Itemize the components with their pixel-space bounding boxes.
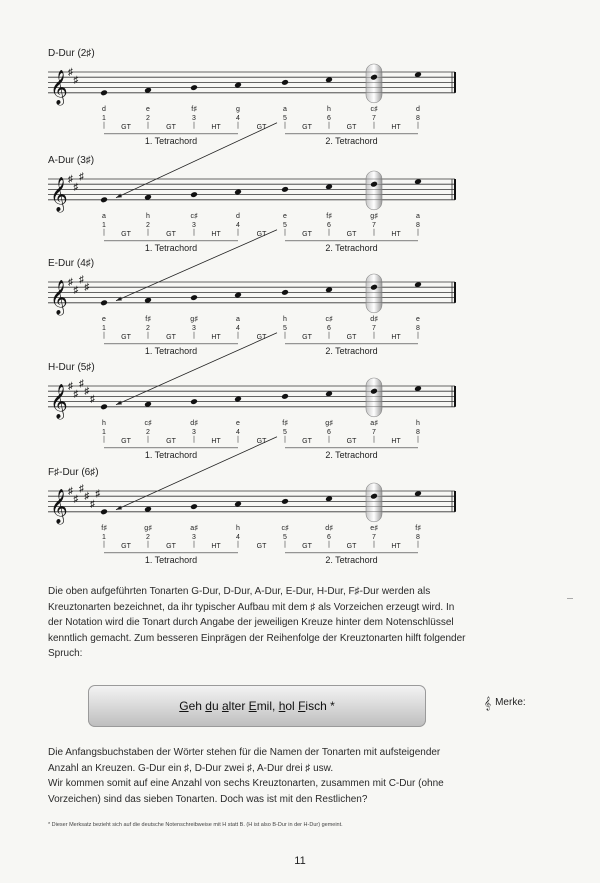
step-label: HT	[211, 437, 221, 445]
step-label: GT	[121, 230, 131, 238]
note-name: c♯	[144, 419, 152, 427]
scale-degree: 3	[192, 428, 196, 436]
key-sharp-icon: ♯	[68, 174, 73, 185]
key-sharp-icon: ♯	[84, 491, 90, 503]
note-name: e	[236, 419, 240, 427]
scale-title: F♯-Dur (6♯)	[48, 467, 99, 478]
scale-degree: 7	[372, 428, 376, 436]
merke-label: Merke:	[495, 697, 526, 708]
motto-box	[88, 685, 426, 727]
step-label: GT	[346, 333, 357, 341]
scale-title: E-Dur (4♯)	[48, 258, 95, 269]
motto-part: isch	[305, 699, 327, 713]
step-label: GT	[346, 230, 357, 238]
note-name: d	[416, 105, 420, 113]
scale-degree: 1	[102, 533, 106, 541]
key-sharp-icon: ♯	[73, 284, 79, 296]
step-label: GT	[256, 123, 267, 131]
scale-title: H-Dur (5♯)	[48, 362, 95, 373]
scale-degree: 4	[236, 533, 240, 541]
note-name: a♯	[190, 524, 198, 532]
explanation-line-1: Die Anfangsbuchstaben der Wörter stehen für die Namen der Tonarten mit aufsteigender Anzahl an Kreuzen. G-Dur ein ♯, D-Dur zwei ♯, A-Dur drei ♯ usw.	[48, 747, 441, 774]
note-name: g♯	[144, 524, 152, 532]
step-label: GT	[256, 230, 267, 238]
scale-degree: 1	[102, 221, 106, 229]
scale-degree: 5	[283, 533, 287, 541]
note-name: c♯	[281, 524, 289, 532]
step-label: GT	[346, 123, 357, 131]
key-sharp-icon: ♯	[90, 394, 95, 405]
step-label: HT	[211, 333, 221, 341]
scale-degree: 4	[236, 114, 240, 122]
step-label: GT	[302, 333, 312, 341]
note-head	[281, 289, 289, 296]
key-sharp-icon: ♯	[73, 181, 79, 193]
note-name: e	[283, 212, 287, 220]
scale-degree: 5	[283, 221, 287, 229]
step-label: GT	[256, 542, 267, 550]
note-name: d♯	[190, 419, 198, 427]
key-sharp-icon: ♯	[79, 274, 84, 286]
scale-degree: 4	[236, 221, 240, 229]
step-label: GT	[302, 437, 312, 445]
scale-degree: 7	[372, 221, 376, 229]
scale-degree: 3	[192, 221, 196, 229]
motto-part: d	[205, 699, 212, 713]
note-name: c♯	[370, 105, 378, 113]
tetrachord-label: 2. Tetrachord	[325, 449, 378, 460]
explanation-paragraph	[48, 745, 468, 807]
note-head	[100, 196, 108, 203]
key-sharp-icon: ♯	[90, 499, 95, 510]
note-name: f♯	[191, 105, 197, 113]
treble-clef-icon: 𝄞	[50, 489, 68, 523]
highlight-capsule	[366, 483, 382, 522]
motto-part: mil,	[256, 699, 279, 713]
key-sharp-icon: ♯	[73, 388, 79, 400]
step-label: HT	[391, 230, 401, 238]
page-edge-mark	[567, 598, 573, 599]
scale-degree: 2	[146, 221, 150, 229]
scale-degree: 8	[416, 221, 420, 229]
scale-degree: 5	[283, 324, 287, 332]
note-name: f♯	[282, 419, 288, 427]
music-note-hand-icon: 𝄞	[484, 695, 492, 710]
tetrachord-label: 2. Tetrachord	[325, 242, 378, 253]
step-label: GT	[346, 542, 357, 550]
scale-degree: 1	[102, 114, 106, 122]
scale-degree: 8	[416, 324, 420, 332]
note-head	[190, 503, 198, 510]
key-sharp-icon: ♯	[95, 488, 101, 500]
key-sharp-icon: ♯	[79, 483, 84, 495]
step-label: GT	[121, 437, 131, 445]
note-name: e	[416, 315, 420, 323]
note-name: g♯	[370, 212, 378, 220]
motto-part: eh	[188, 699, 206, 713]
step-label: HT	[391, 123, 401, 131]
motto-part: a	[221, 699, 229, 713]
highlight-capsule	[366, 274, 382, 313]
motto-part: h	[278, 699, 286, 713]
note-name: d	[102, 105, 106, 113]
key-sharp-icon: ♯	[79, 378, 84, 390]
scale-degree: 2	[146, 533, 150, 541]
step-label: GT	[256, 437, 267, 445]
treble-clef-icon: 𝄞	[50, 280, 68, 314]
note-name: h	[146, 212, 150, 220]
note-head	[281, 79, 289, 86]
note-name: h	[327, 105, 331, 113]
note-head	[190, 84, 198, 91]
step-label: GT	[166, 123, 176, 131]
note-name: h	[236, 524, 240, 532]
tetrachord-label: 2. Tetrachord	[325, 135, 378, 146]
note-name: f♯	[415, 524, 421, 532]
scale-degree: 7	[372, 533, 376, 541]
step-label: HT	[211, 542, 221, 550]
step-label: GT	[346, 437, 357, 445]
scale-degree: 6	[327, 221, 331, 229]
scale-staff	[0, 362, 600, 472]
motto-part: F	[298, 699, 306, 713]
scale-title: A-Dur (3♯)	[48, 155, 95, 166]
scale-degree: 4	[236, 428, 240, 436]
motto-part: G	[179, 699, 189, 713]
scale-title: D-Dur (2♯)	[48, 48, 95, 59]
step-label: GT	[166, 437, 176, 445]
treble-clef-icon: 𝄞	[50, 70, 68, 104]
key-sharp-icon: ♯	[73, 493, 79, 505]
note-name: h	[283, 315, 287, 323]
step-label: GT	[302, 230, 312, 238]
scale-degree: 6	[327, 533, 331, 541]
scale-staff	[0, 155, 600, 265]
note-name: f♯	[145, 315, 151, 323]
step-label: GT	[121, 123, 131, 131]
treble-clef-icon: 𝄞	[50, 177, 68, 211]
scale-degree: 2	[146, 428, 150, 436]
treble-clef-icon: 𝄞	[50, 384, 68, 418]
key-sharp-icon: ♯	[68, 381, 73, 392]
scale-degree: 6	[327, 324, 331, 332]
tetrachord-label: 1. Tetrachord	[144, 135, 198, 146]
step-label: GT	[302, 542, 312, 550]
key-sharp-icon: ♯	[84, 386, 90, 398]
note-name: c♯	[325, 315, 333, 323]
note-name: g	[236, 105, 240, 113]
key-sharp-icon: ♯	[79, 171, 84, 183]
note-head	[100, 403, 108, 410]
tetrachord-label: 1. Tetrachord	[144, 242, 198, 253]
scale-degree: 8	[416, 533, 420, 541]
scale-degree: 6	[327, 428, 331, 436]
note-name: f♯	[101, 524, 107, 532]
note-name: d♯	[370, 315, 378, 323]
scale-degree: 5	[283, 428, 287, 436]
scale-degree: 7	[372, 114, 376, 122]
motto-part: u	[211, 699, 222, 713]
scale-degree: 2	[146, 114, 150, 122]
scale-degree: 2	[146, 324, 150, 332]
note-name: a♯	[370, 419, 378, 427]
motto-text	[179, 699, 335, 713]
note-name: d♯	[325, 524, 333, 532]
note-head	[281, 498, 289, 505]
scale-degree: 3	[192, 533, 196, 541]
note-head	[190, 398, 198, 405]
note-name: g♯	[190, 315, 198, 323]
step-label: HT	[211, 230, 221, 238]
explanation-line-2: Wir kommen somit auf eine Anzahl von sechs Kreuztonarten, zusammen mit C-Dur (ohne Vorzeichen) sind das sieben Tonarten. Doch was ist mit den Restlichen?	[48, 778, 444, 805]
scale-degree: 1	[102, 324, 106, 332]
key-sharp-icon: ♯	[84, 282, 90, 294]
scale-degree: 6	[327, 114, 331, 122]
note-head	[100, 299, 108, 306]
intro-paragraph: Die oben aufgeführten Tonarten G-Dur, D-Dur, A-Dur, E-Dur, H-Dur, F♯-Dur werden als Kreuztonarten bezeichnet, da ihr typischer Aufbau mit dem ♯ als Vorzeichen erzeugt wird. In der Notation wird die Tonart durch Angabe der jeweiligen Kreuze hinter dem Notenschlüssel kenntlich gemacht. Zum besseren Einprägen der Reihenfolge der Kreuztonarten hilft folgender Spruch:	[48, 586, 466, 659]
motto-part: lter	[228, 699, 249, 713]
scale-degree: 3	[192, 114, 196, 122]
note-head	[190, 294, 198, 301]
scale-degree: 8	[416, 114, 420, 122]
note-name: h	[102, 419, 106, 427]
note-name: h	[416, 419, 420, 427]
motto-part: ol	[285, 699, 299, 713]
tetrachord-label: 1. Tetrachord	[144, 554, 198, 565]
step-label: GT	[256, 333, 267, 341]
note-name: e	[102, 315, 106, 323]
note-name: g♯	[325, 419, 333, 427]
note-head	[100, 508, 108, 515]
step-label: GT	[166, 333, 176, 341]
note-head	[190, 191, 198, 198]
key-sharp-icon: ♯	[68, 486, 73, 497]
note-name: e	[146, 105, 150, 113]
note-name: f♯	[326, 212, 332, 220]
merke-note	[484, 697, 526, 708]
note-name: a	[283, 105, 287, 113]
motto-part: *	[326, 699, 335, 713]
step-label: HT	[391, 333, 401, 341]
note-name: a	[102, 212, 106, 220]
scale-degree: 1	[102, 428, 106, 436]
key-sharp-icon: ♯	[68, 277, 73, 288]
tetrachord-label: 2. Tetrachord	[325, 345, 378, 356]
scale-staff	[0, 48, 600, 158]
key-sharp-icon: ♯	[73, 74, 79, 86]
tetrachord-label: 1. Tetrachord	[144, 449, 198, 460]
step-label: GT	[121, 333, 131, 341]
step-label: HT	[211, 123, 221, 131]
note-head	[100, 89, 108, 96]
scale-degree: 8	[416, 428, 420, 436]
note-name: d	[236, 212, 240, 220]
scale-staff	[0, 258, 600, 368]
note-head	[281, 393, 289, 400]
note-name: c♯	[190, 212, 198, 220]
step-label: GT	[121, 542, 131, 550]
step-label: GT	[166, 230, 176, 238]
scale-degree: 5	[283, 114, 287, 122]
note-name: e♯	[370, 524, 378, 532]
step-label: HT	[391, 542, 401, 550]
scale-degree: 3	[192, 324, 196, 332]
page-number: 11	[294, 855, 306, 867]
highlight-capsule	[366, 64, 382, 103]
step-label: HT	[391, 437, 401, 445]
tetrachord-label: 1. Tetrachord	[144, 345, 198, 356]
scale-staff	[0, 467, 600, 577]
scale-degree: 7	[372, 324, 376, 332]
note-head	[281, 186, 289, 193]
tetrachord-label: 2. Tetrachord	[325, 554, 378, 565]
step-label: GT	[302, 123, 312, 131]
note-name: a	[236, 315, 240, 323]
step-label: GT	[166, 542, 176, 550]
highlight-capsule	[366, 171, 382, 210]
note-name: a	[416, 212, 420, 220]
scale-degree: 4	[236, 324, 240, 332]
motto-part: E	[248, 699, 257, 713]
key-sharp-icon: ♯	[68, 67, 73, 78]
highlight-capsule	[366, 378, 382, 417]
footnote: * Dieser Merksatz bezieht sich auf die deutsche Notenschreibweise mit H statt B. (H ist also B-Dur in der H-Dur) gemeint.	[48, 822, 343, 828]
